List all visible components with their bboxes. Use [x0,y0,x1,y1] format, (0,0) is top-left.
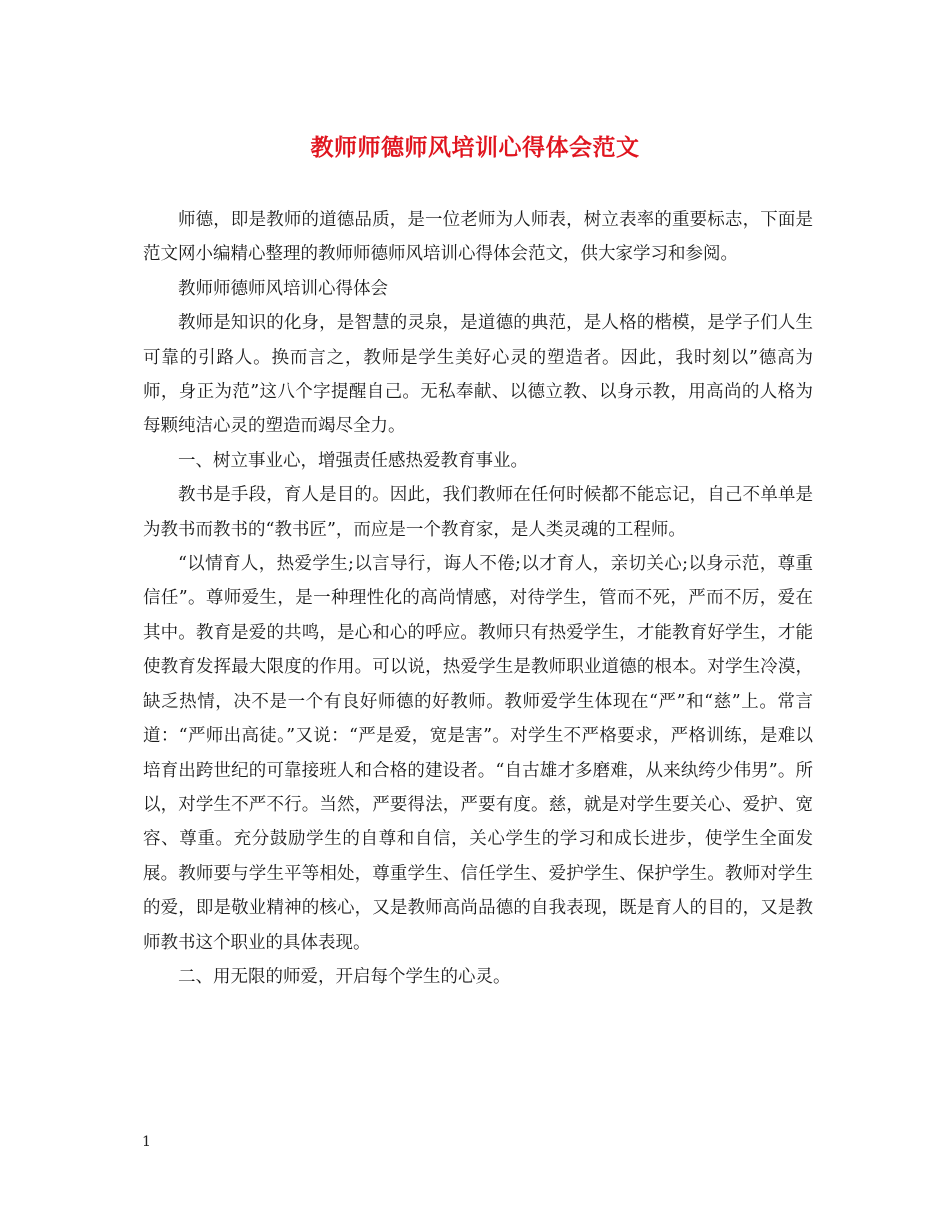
body-paragraph: 教师是知识的化身，是智慧的灵泉，是道德的典范，是人格的楷模，是学子们人生可靠的引路人。换而言之，教师是学生美好心灵的塑造者。因此，我时刻以”德高为师，身正为范”这八个字提醒自己。无私奉献、以德立教、以身示教，用高尚的人格为每颗纯洁心灵的塑造而竭尽全力。 [143,313,813,437]
body-paragraph: 教书是手段，育人是目的。因此，我们教师在任何时候都不能忘记，自己不单单是为教书而教书的“教书匠”，而应是一个教育家，是人类灵魂的工程师。 [143,485,813,540]
document-body [143,203,813,994]
body-paragraph: “以情育人，热爱学生;以言导行，诲人不倦;以才育人，亲切关心;以身示范，尊重信任”。尊师爱生，是一种理性化的高尚情感，对待学生，管而不死，严而不厉，爱在其中。教育是爱的共鸣，是心和心的呼应。教师只有热爱学生，才能教育好学生，才能使教育发挥最大限度的作用。可以说，热爱学生是教师职业道德的根本。对学生冷漠，缺乏热情，决不是一个有良好师德的好教师。教师爱学生体现在“严”和“慈”上。常言道：“严师出高徒。”又说：“严是爱，宽是害”。对学生不严格要求，严格训练，是难以培育出跨世纪的可靠接班人和合格的建设者。“自古雄才多磨难，从来纨绔少伟男”。所以，对学生不严不行。当然，严要得法，严要有度。慈，就是对学生要关心、爱护、宽容、尊重。充分鼓励学生的自尊和自信，关心学生的学习和成长进步，使学生全面发展。教师要与学生平等相处，尊重学生、信任学生、爱护学生、保护学生。教师对学生的爱，即是敬业精神的核心，又是教师高尚品德的自我表现，既是育人的目的，又是教师教书这个职业的具体表现。 [143,554,813,953]
document-title: 教师师德师风培训心得体会范文 [310,134,640,161]
subheading-one: 一、树立事业心，增强责任感热爱教育事业。 [178,450,528,471]
subheading-two: 二、用无限的师爱，开启每个学生的心灵。 [178,966,511,987]
section-heading: 教师师德师风培训心得体会 [178,278,388,299]
intro-paragraph: 师德，即是教师的道德品质，是一位老师为人师表，树立表率的重要标志，下面是范文网小编精心整理的教师师德师风培训心得体会范文，供大家学习和参阅。 [143,210,813,265]
page-number: 1 [142,1134,151,1150]
